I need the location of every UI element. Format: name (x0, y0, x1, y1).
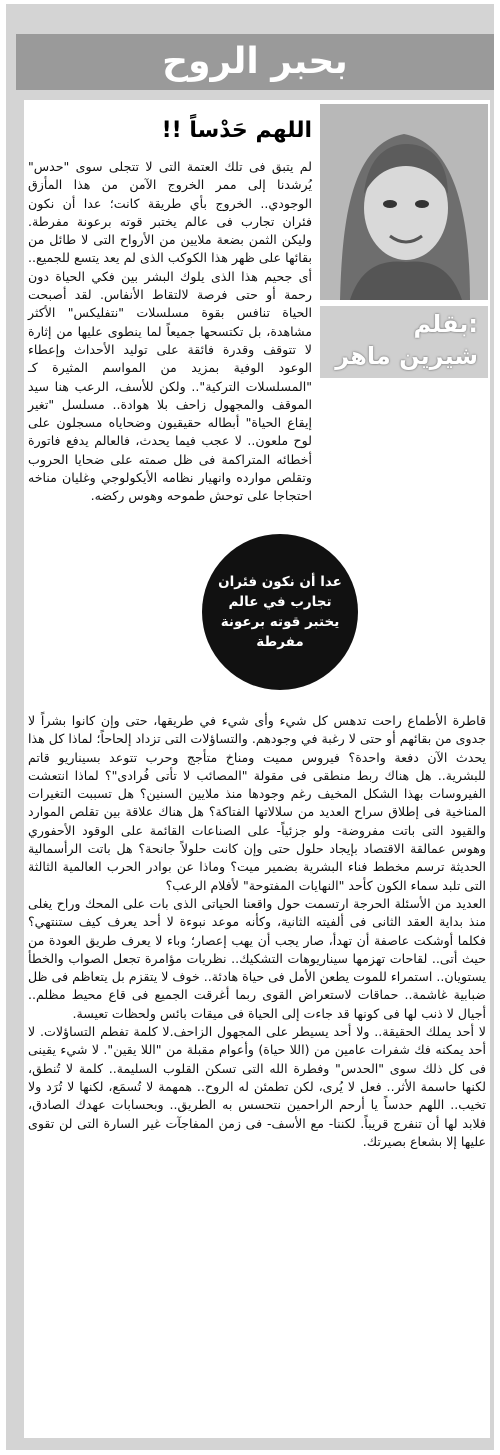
article-text-bottom (28, 712, 486, 1151)
author-name: شيرين ماهر (335, 342, 478, 370)
paragraph: العديد من الأسئلة الحرجة ارتسمت حول واقعنا الحياتى الذى بات على المحك وراح يغلى منذ بداية العقد الثانى فى ألفيته الثانية، وكأنه موعد نبوءة لا أحد يعرف كيف ستنتهي؟ فكلما أوشكت عاصفة أن تهدأ، صار يجب أن يهب إعصار؛ وباء لا يعرف طريق العودة من حيث أتى.. لقاحات تهزمها سيناريوهات التشكيك.. نظريات مؤامرة تجعل الصواب والخطأ يستويان.. استمراء للموت يطعن الأمل فى حياة هادئة.. خوف لا يتقزم بل يتعاظم فى ظل ضبابية غاشمة.. حماقات لاستعراض القوى ربما أغرقت الجميع فى قاع محيط مظلم.. أجيال لا ذنب لها فى كونها قد جاءت إلى الحياة فى ميقات بائس ولحظات تعيسة. (28, 895, 486, 1021)
pull-quote (202, 534, 358, 690)
byline-label: بقلم: (413, 310, 478, 338)
page-background (6, 4, 494, 1450)
paragraph: لا أحد يملك الحقيقة.. ولا أحد يسيطر على المجهول الزاحف.لا كلمة تفطم التساؤلات. لا أحد يمكنه فك شفرات عامين من (اللا حياة) وأعوام مقبلة من "اللا يقين". لا شيء يقينى فى كل ذلك سوى "الحدس" وفطرة الله التى تسكن القلوب السليمة.. كلمة لا تُنطق، لكنها حاسمة الأثر.. فعل لا يُرى، لكن تطمئن له الروح.. همهمة لا تُسمَع، لكنها لا تُرَد ولا تخيب.. اللهم حدساً يا أرحم الراحمين نتحسس به الطريق.. وبحسابات عهدك الصادق، فلابد لها أن تنفرج قريباً. لكننا- مع الأسف- فى زمن المفاجآت غير السارة التى لن تقوى عليها إلا بشعاع بصيرتك. (28, 1024, 486, 1149)
section-title: بحبر الروح (162, 41, 348, 82)
author-portrait-image (320, 104, 488, 300)
article-body (24, 100, 490, 1438)
section-banner (16, 34, 494, 90)
paragraph: قاطرة الأطماع راحت تدهس كل شيء وأى شيء في طريقها، حتى وإن كانوا بشراً لا جدوى من بقائهم أو حتى لا رغبة في وجودهم. والتساؤلات التى تزداد إلحاحاً؛ لماذا كل هذا يحدث الآن دفعة واحدة؟ فيروس مميت ومناخ متأجج وحرب تتوعد بسيناريو قاتم للبشرية.. هل هناك ربط منطقى فى مقولة "المصائب لا تأتى فُرادى"؟ لماذا انتعشت الفيروسات بهذا الشكل المخيف رغم وجودها منذ ملايين السنين؟ هل تسببت التغيرات المناخية فى إطلاق سراح العديد من سلالاتها الفتاكة؟ هل هناك علاقة بين تقلص الموارد والقيود التى باتت مفروضة- ولو جزئياً- على الصناعات القائمة على الوقود الأحفوري وهوس عمالقة الاقتصاد بإيجاد حلول حتى وإن كانت حلولاً جانحة؟ هل باتت الرأسمالية الحديثة ترسم مخطط فناء البشرية بضمير ميت؟ وماذا عن بوادر الحرب العالمية الثالثة التى تلبد سماء الكون كأحد "النهايات المفتوحة" لأفلام الرعب؟ (28, 713, 486, 893)
pull-quote-text: عدا أن نكون فئران تجارب في عالم يختبر قوته برعونة مفرطة (218, 574, 342, 650)
author-photo (320, 104, 488, 300)
article-headline: اللهم حَدْساً !! (161, 118, 312, 143)
article-text-top (28, 158, 312, 506)
paragraph: لم يتبق فى تلك العتمة التى لا تتجلى سوى "حدس" يُرشدنا إلى ممر الخروج الآمن من هذا المأزق الوجودي.. الخروج بأي طريقة كانت؛ عدا أن نكون فئران تجارب فى عالم يختبر قوته برعونة مفرطة. وليكن الثمن بضعة ملايين من الأرواح التى لا طائل من بقائها على ظهر هذا الكوكب الذى لم يعد يتسع للجميع.. أى جحيم هذا الذى يلوك البشر بين فكي الحياة دون رحمة أو حتى فرصة لالتقاط الأنفاس. لقد أصبحت الحياة تنافس بقوة مسلسلات "نتفليكس" الأكثر مشاهدة، بل تكتسحها جميعاً لما ينطوى عليها من إثارة لا تتوقف وقدرة فائقة على توليد الأحداث وإعطاء الوعود الوفية بمزيد من المواسم المثيرة كـ "المسلسلات التركية".. ولكن للأسف، الرعب هنا سيد الموقف والمجهول زاحف بلا هوادة.. مسلسل "تغير إيقاع الحياة" أبطاله حقيقيون وضحاياه مسجلون على لوح ملعون.. لا عجب فيما يحدث، فالعالم يدفع فاتورة أخطائه المتراكمة فى ظل صمته على ضحايا الحروب وتقلص موارده وانهيار نظامه الأيكولوجي وغليان مناخه احتجاجا على توحش طموحه وهوس ركضه. (28, 159, 312, 504)
byline (320, 306, 488, 378)
